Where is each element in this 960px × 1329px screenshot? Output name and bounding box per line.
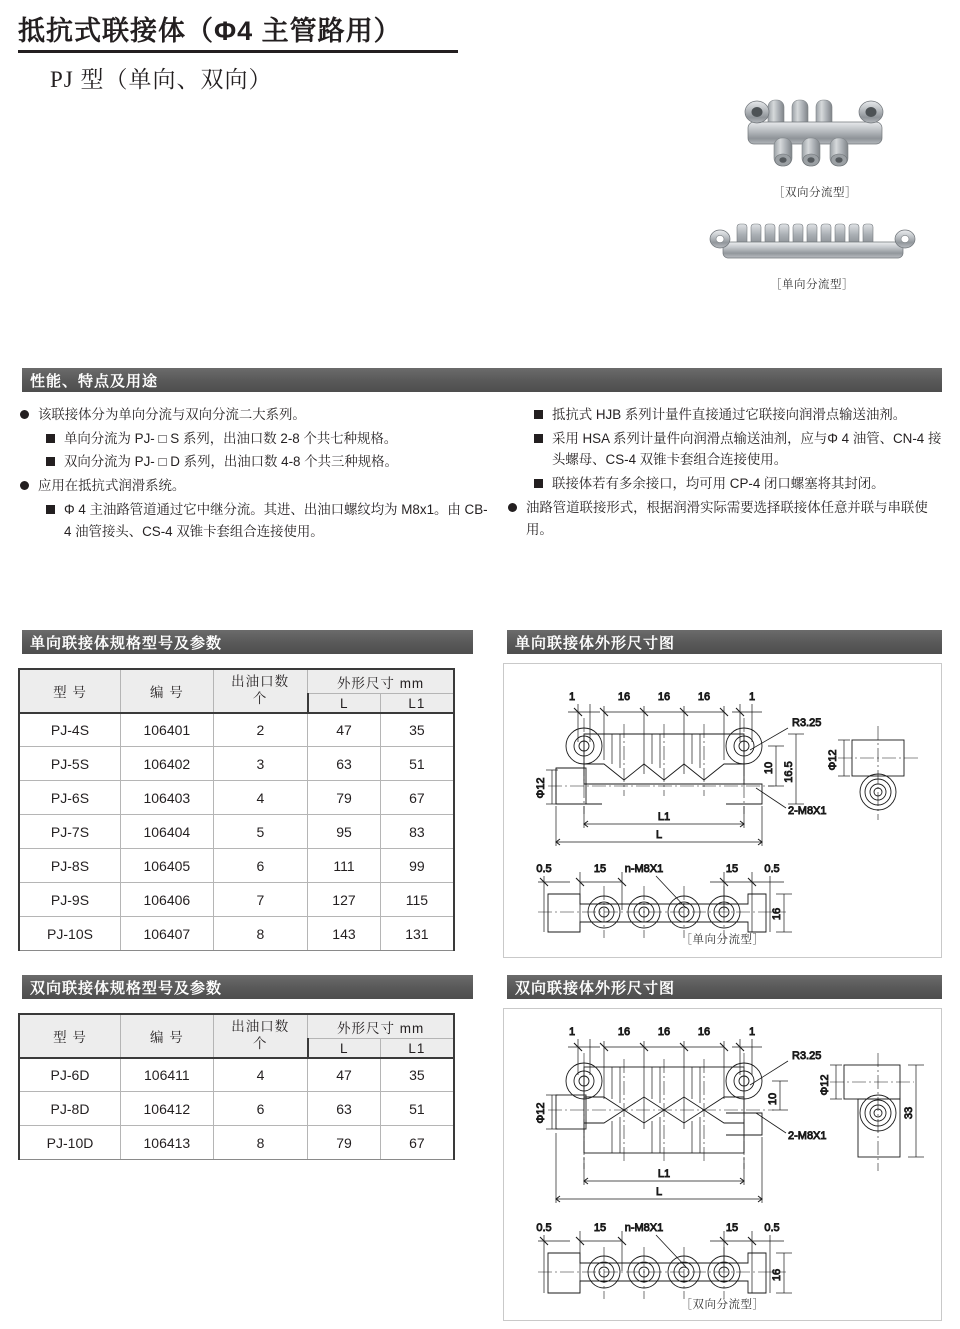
- cell-code: 106411: [121, 1058, 214, 1092]
- cell-model: PJ-7S: [19, 815, 120, 849]
- col-header-model: 型 号: [19, 1014, 121, 1058]
- dim-label-16-a: 16: [617, 691, 631, 703]
- table-row: [19, 883, 454, 917]
- table-header-row: [19, 669, 454, 694]
- cell-l: 79: [308, 781, 381, 815]
- dim-label-1-left: 1: [568, 691, 576, 703]
- cell-code: 106403: [120, 781, 213, 815]
- dim-label-phi12-left: Φ12: [535, 777, 547, 799]
- cell-ports: 3: [213, 747, 307, 781]
- list-item: [508, 404, 948, 426]
- bullet-circle-icon: [20, 481, 29, 490]
- dim-label-r325: R3.25: [792, 1050, 822, 1062]
- dim-label-phi12-side: Φ12: [827, 749, 839, 771]
- dim-label-05-right: 0.5: [764, 863, 780, 875]
- cell-l1: 35: [380, 713, 454, 747]
- list-item: [508, 473, 948, 495]
- dimension-drawing-bidirectional: [504, 1009, 941, 1320]
- cell-l1: 83: [380, 815, 454, 849]
- dim-label-n-m8x1: n-M8X1: [624, 1222, 664, 1234]
- list-item-label: 单向分流为 PJ- □ S 系列，出油口数 2-8 个共七种规格。: [64, 430, 398, 446]
- photo-caption: ［单向分流型］: [770, 279, 854, 291]
- cell-code: 106401: [120, 713, 213, 747]
- list-item: [20, 451, 490, 473]
- dim-label-15-right: 15: [725, 863, 739, 875]
- cell-model: PJ-10S: [19, 917, 120, 951]
- col-header-code: 编 号: [120, 669, 213, 713]
- cell-ports: 6: [213, 849, 307, 883]
- cell-model: PJ-10D: [19, 1126, 121, 1160]
- list-item-label: 双向分流为 PJ- □ D 系列，出油口数 4-8 个共三种规格。: [64, 454, 398, 470]
- cell-l1: 115: [380, 883, 454, 917]
- list-item: [20, 499, 490, 542]
- cell-model: PJ-6D: [19, 1058, 121, 1092]
- cell-l: 111: [308, 849, 381, 883]
- dim-label-phi12-left: Φ12: [535, 1102, 547, 1124]
- dim-label-1-right: 1: [748, 1026, 756, 1038]
- unidirectional-part-photo: [672, 218, 952, 292]
- dim-label-l1: L1: [657, 1168, 671, 1180]
- dim-label-10: 10: [767, 1092, 779, 1106]
- section-header-drawing-bidirectional: [503, 975, 942, 999]
- cell-l: 47: [308, 1058, 381, 1092]
- table-body: [19, 1058, 454, 1160]
- dim-label-10: 10: [763, 761, 775, 775]
- list-item: [20, 404, 490, 426]
- cell-model: PJ-8S: [19, 849, 120, 883]
- spec-table-unidirectional: [18, 668, 455, 951]
- list-item: [20, 475, 490, 497]
- dim-label-15-left: 15: [593, 863, 607, 875]
- dim-label-r325: R3.25: [792, 717, 822, 729]
- bullet-square-icon: [534, 479, 543, 488]
- col-header-l: L: [308, 1039, 381, 1058]
- bidirectional-part-photo: [700, 94, 930, 200]
- dim-label-16-a: 16: [617, 1026, 631, 1038]
- list-item-label: 联接体若有多余接口，均可用 CP-4 闭口螺塞将其封闭。: [552, 476, 885, 492]
- cell-l1: 67: [380, 781, 454, 815]
- unidirectional-part-illustration: [705, 218, 920, 268]
- dim-label-l: L: [655, 1186, 663, 1198]
- dim-label-1-right: 1: [748, 691, 756, 703]
- cell-l1: 51: [380, 747, 454, 781]
- dim-label-05-left: 0.5: [536, 1222, 552, 1234]
- cell-code: 106412: [121, 1092, 214, 1126]
- cell-l: 143: [308, 917, 381, 951]
- dim-label-16-5: 16.5: [783, 761, 795, 783]
- cell-model: PJ-9S: [19, 883, 120, 917]
- section-header-label: 单向联接体规格型号及参数: [30, 634, 223, 652]
- col-header-ports: [213, 1014, 307, 1058]
- col-header-ports-line2: 个: [252, 690, 268, 706]
- list-item: [508, 428, 948, 471]
- table-row: [19, 1058, 454, 1092]
- col-header-ports-line1: 出油口数: [231, 1019, 290, 1034]
- section-header-features: [18, 368, 942, 392]
- dim-label-phi12-side: Φ12: [819, 1074, 831, 1096]
- cell-code: 106405: [120, 849, 213, 883]
- table-row: [19, 917, 454, 951]
- cell-l: 47: [308, 713, 381, 747]
- section-header-label: 性能、特点及用途: [30, 372, 159, 390]
- table-row: [19, 713, 454, 747]
- dim-label-l1: L1: [657, 811, 671, 823]
- cell-l: 63: [308, 1092, 381, 1126]
- dim-label-16-c: 16: [697, 691, 711, 703]
- dim-label-33: 33: [903, 1106, 915, 1120]
- cell-l1: 131: [380, 917, 454, 951]
- cell-model: PJ-6S: [19, 781, 120, 815]
- cell-ports: 8: [213, 917, 307, 951]
- dim-label-1-left: 1: [568, 1026, 576, 1038]
- section-header-label: 单向联接体外形尺寸图: [515, 634, 676, 652]
- cell-code: 106406: [120, 883, 213, 917]
- cell-l1: 99: [380, 849, 454, 883]
- page-title: 抵抗式联接体（Φ4 主管路用）: [18, 16, 402, 46]
- col-header-l1: L1: [380, 694, 454, 713]
- dim-label-16-width: 16: [771, 1268, 783, 1282]
- table-row: [19, 1126, 454, 1160]
- dimension-drawing-unidirectional: [504, 664, 941, 957]
- table-header-row: [19, 1014, 454, 1039]
- col-header-dimensions: 外形尺寸 mm: [308, 669, 454, 694]
- list-item-label: Φ 4 主油路管道通过它中继分流。其进、出油口螺纹均为 M8x1。由 CB-4 油管接头、CS-4 双锥卡套组合连接使用。: [64, 501, 488, 539]
- list-item-label: 抵抗式 HJB 系列计量件直接通过它联接向润滑点输送油剂。: [552, 407, 907, 422]
- bullet-square-icon: [46, 457, 55, 466]
- dim-label-15-right: 15: [725, 1222, 739, 1234]
- dim-label-l: L: [655, 829, 663, 841]
- cell-l: 95: [308, 815, 381, 849]
- col-header-model: 型 号: [19, 669, 120, 713]
- cell-ports: 2: [213, 713, 307, 747]
- cell-model: PJ-8D: [19, 1092, 121, 1126]
- cell-model: PJ-4S: [19, 713, 120, 747]
- cell-code: 106407: [120, 917, 213, 951]
- dim-label-05-right: 0.5: [764, 1222, 780, 1234]
- list-item-label: 采用 HSA 系列计量件向润滑点输送油剂，应与Φ 4 油管、CN-4 接头螺母、CS-4 双锥卡套组合连接使用。: [552, 430, 942, 468]
- list-item-label: 应用在抵抗式润滑系统。: [38, 478, 186, 494]
- table-body: [19, 713, 454, 951]
- bullet-square-icon: [534, 434, 543, 443]
- bullet-circle-icon: [20, 410, 29, 419]
- photo-caption: ［双向分流型］: [773, 187, 857, 199]
- list-item: [20, 428, 490, 450]
- col-header-ports-line2: 个: [252, 1035, 268, 1051]
- col-header-dimensions: 外形尺寸 mm: [308, 1014, 454, 1039]
- page-title-block: [18, 16, 498, 94]
- dim-label-16-b: 16: [657, 1026, 671, 1038]
- bidirectional-part-illustration: [740, 94, 890, 176]
- cell-code: 106413: [121, 1126, 214, 1160]
- drawing-caption: ［单向分流型］: [680, 934, 765, 946]
- table-row: [19, 747, 454, 781]
- cell-code: 106402: [120, 747, 213, 781]
- dim-label-16-width: 16: [771, 907, 783, 921]
- dim-label-16-b: 16: [657, 691, 671, 703]
- cell-ports: 4: [213, 1058, 307, 1092]
- list-item-label: 该联接体分为单向分流与双向分流二大系列。: [38, 407, 306, 422]
- table-row: [19, 781, 454, 815]
- drawing-panel-bidirectional: [503, 1008, 942, 1321]
- cell-code: 106404: [120, 815, 213, 849]
- bullet-circle-icon: [508, 503, 517, 512]
- table-row: [19, 1092, 454, 1126]
- bullet-square-icon: [534, 410, 543, 419]
- cell-l: 79: [308, 1126, 381, 1160]
- col-header-l: L: [308, 694, 381, 713]
- cell-l: 63: [308, 747, 381, 781]
- section-header-label: 双向联接体规格型号及参数: [30, 979, 223, 997]
- bullet-square-icon: [46, 434, 55, 443]
- section-header-label: 双向联接体外形尺寸图: [515, 979, 676, 997]
- cell-model: PJ-5S: [19, 747, 120, 781]
- dim-label-n-m8x1: n-M8X1: [624, 863, 664, 875]
- cell-l1: 35: [380, 1058, 454, 1092]
- cell-ports: 5: [213, 815, 307, 849]
- features-list-left: [20, 404, 490, 544]
- drawing-caption: ［双向分流型］: [680, 1299, 765, 1311]
- list-item: [508, 497, 948, 540]
- cell-ports: 6: [213, 1092, 307, 1126]
- cell-l1: 67: [380, 1126, 454, 1160]
- table-head: [19, 1014, 454, 1058]
- section-header-table-unidirectional: [18, 630, 473, 654]
- page-subtitle: PJ 型（单向、双向）: [50, 67, 273, 93]
- table-row: [19, 815, 454, 849]
- cell-ports: 7: [213, 883, 307, 917]
- dim-label-16-c: 16: [697, 1026, 711, 1038]
- dim-label-15-left: 15: [593, 1222, 607, 1234]
- section-header-table-bidirectional: [18, 975, 473, 999]
- title-underline: [18, 50, 458, 53]
- cell-l1: 51: [380, 1092, 454, 1126]
- col-header-code: 编 号: [121, 1014, 214, 1058]
- cell-ports: 4: [213, 781, 307, 815]
- col-header-ports-line1: 出油口数: [231, 674, 290, 689]
- dim-label-2-m8x1: 2-M8X1: [788, 1130, 827, 1142]
- list-item-label: 油路管道联接形式，根据润滑实际需要选择联接体任意并联与串联使用。: [526, 499, 928, 537]
- features-list-right: [508, 404, 948, 542]
- table-head: [19, 669, 454, 713]
- dim-label-05-left: 0.5: [536, 863, 552, 875]
- cell-l: 127: [308, 883, 381, 917]
- spec-table-bidirectional: [18, 1013, 455, 1160]
- col-header-l1: L1: [380, 1039, 454, 1058]
- table-row: [19, 849, 454, 883]
- section-header-drawing-unidirectional: [503, 630, 942, 654]
- cell-ports: 8: [213, 1126, 307, 1160]
- dim-label-2-m8x1: 2-M8X1: [788, 805, 827, 817]
- drawing-panel-unidirectional: [503, 663, 942, 958]
- bullet-square-icon: [46, 505, 55, 514]
- col-header-ports: [213, 669, 307, 713]
